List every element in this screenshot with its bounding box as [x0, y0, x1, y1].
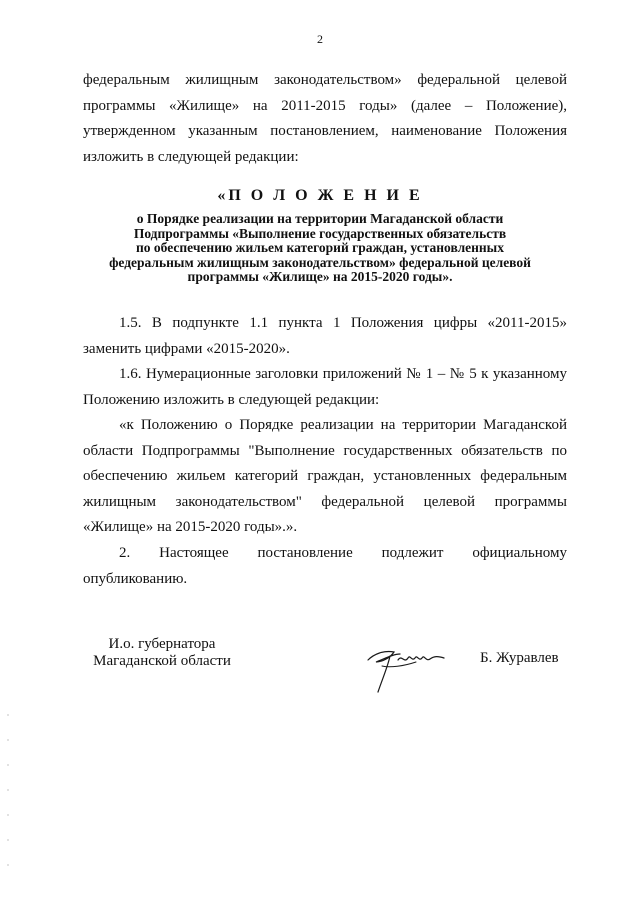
page-number: 2 [317, 32, 323, 46]
intro-line: программы «Жилище» на 2011-2015 годы» (далее – Положение), [83, 97, 567, 114]
quote-line: области Подпрограммы "Выполнение государственных обязательств по [83, 442, 567, 459]
signatory-name: Б. Журавлев [480, 650, 559, 666]
paragraph-line: 1.5. В подпункте 1.1 пункта 1 Положения цифры «2011-2015» [119, 315, 567, 331]
intro-paragraph [83, 68, 567, 170]
intro-line: изложить в следующей редакции: [83, 148, 299, 165]
paragraph-line: опубликованию. [83, 570, 188, 587]
document-subtitle [70, 212, 570, 285]
document-title: «П О Л О Ж Е Н И Е [217, 187, 423, 204]
margin-scan-marks [6, 0, 10, 905]
subtitle-line: программы «Жилище» на 2015-2020 годы». [187, 269, 453, 285]
intro-line: федеральным жилищным законодательством» федеральной целевой [83, 72, 567, 88]
paragraph-line: 2. Настоящее постановление подлежит официальному [119, 545, 567, 561]
subtitle-line: федеральным жилищным законодательством» федеральной целевой [109, 254, 531, 270]
paragraph-line: 1.6. Нумерационные заголовки приложений № 1 – № 5 к указанному [119, 366, 567, 382]
paragraph-line: Положению изложить в следующей редакции: [83, 391, 380, 408]
signatory-title-line: И.о. губернатора [108, 636, 216, 652]
subtitle-line: по обеспечению жильем категорий граждан, установленных [136, 240, 504, 256]
handwritten-signature [360, 632, 450, 696]
subtitle-line: о Порядке реализации на территории Магаданской области [136, 211, 504, 226]
paragraph-2 [83, 541, 567, 592]
quote-line: жилищным законодательством" федеральной целевой программы [83, 493, 567, 510]
signatory-title-line: Магаданской области [93, 653, 231, 669]
quoted-heading [83, 413, 567, 541]
quote-line: обеспечению жильем категорий граждан, установленных федеральным [83, 468, 567, 484]
paragraph-line: заменить цифрами «2015-2020». [83, 340, 290, 357]
quote-line: «к Положению о Порядке реализации на территории Магаданской [119, 417, 567, 433]
quote-line: «Жилище» на 2015-2020 годы».». [83, 519, 298, 535]
intro-line: утвержденном указанным постановлением, наименование Положения [83, 123, 567, 139]
signatory-title [87, 636, 237, 670]
paragraph-1-5 [83, 311, 567, 362]
paragraph-1-6 [83, 362, 567, 413]
subtitle-line: Подпрограммы «Выполнение государственных обязательств [133, 225, 507, 241]
